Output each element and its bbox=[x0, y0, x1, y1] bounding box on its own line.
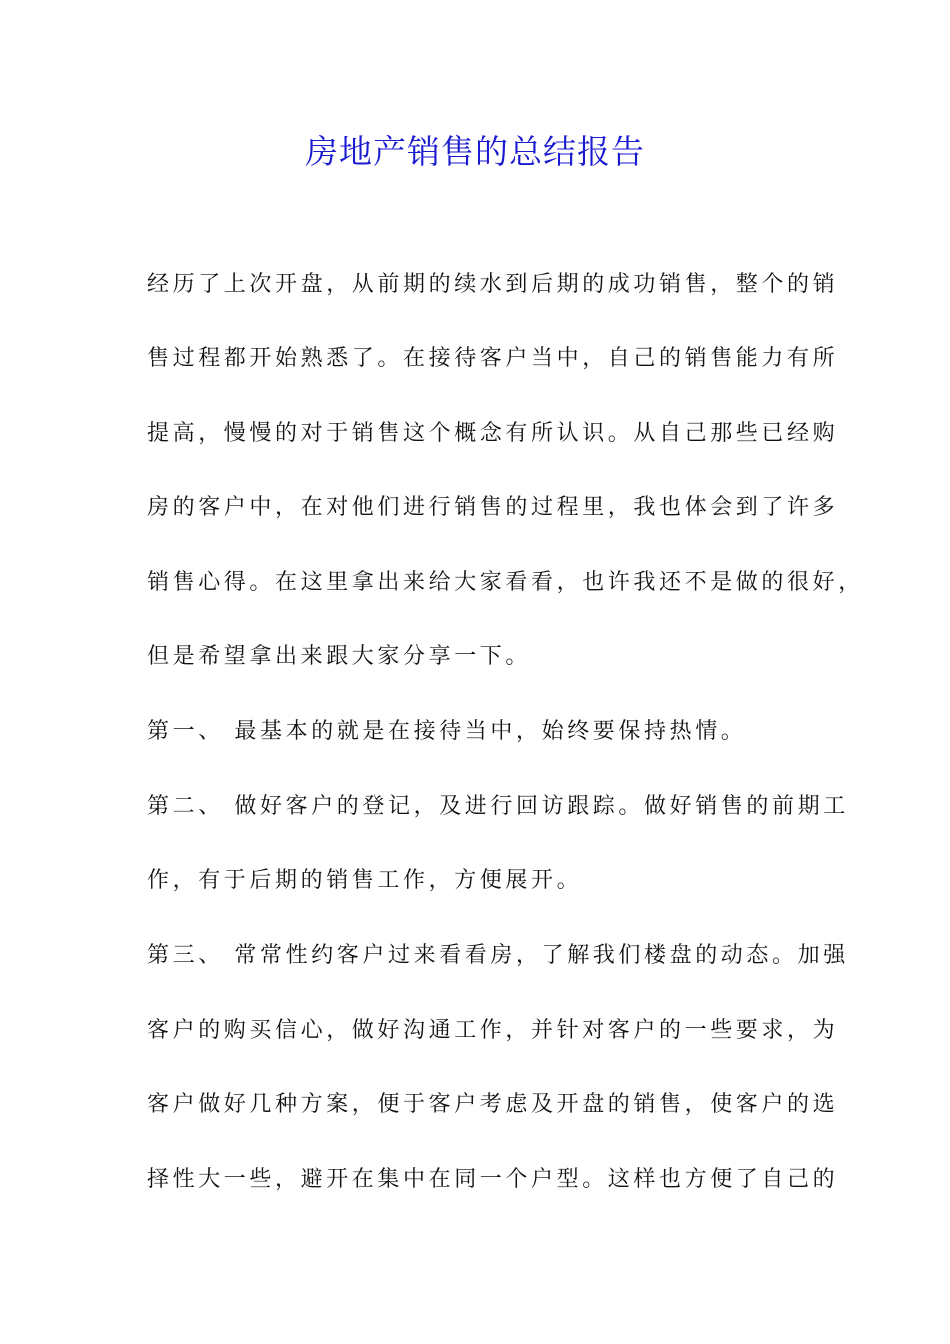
body-line-6: 但是希望拿出来跟大家分享一下。 bbox=[147, 644, 532, 669]
item-third-line-4: 择性大一些，避开在集中在同一个户型。这样也方便了自己的 bbox=[147, 1167, 839, 1192]
body-line-1: 经历了上次开盘，从前期的续水到后期的成功销售，整个的销 bbox=[147, 272, 839, 297]
document-title: 房地产销售的总结报告 bbox=[305, 132, 645, 171]
item-first-line-1: 第一、 最基本的就是在接待当中，始终要保持热情。 bbox=[147, 719, 747, 744]
item-third-line-1: 第三、 常常性约客户过来看看房，了解我们楼盘的动态。加强 bbox=[147, 943, 849, 968]
body-line-2: 售过程都开始熟悉了。在接待客户当中，自己的销售能力有所 bbox=[147, 346, 839, 371]
item-third-line-3: 客户做好几种方案，便于客户考虑及开盘的销售，使客户的选 bbox=[147, 1092, 839, 1117]
body-line-4: 房的客户中，在对他们进行销售的过程里，我也体会到了许多 bbox=[147, 495, 839, 520]
item-second-line-2: 作，有于后期的销售工作，方便展开。 bbox=[147, 868, 583, 893]
body-line-3: 提高，慢慢的对于销售这个概念有所认识。从自己那些已经购 bbox=[147, 421, 839, 446]
body-line-5: 销售心得。在这里拿出来给大家看看，也许我还不是做的很好， bbox=[147, 570, 864, 595]
item-second-line-1: 第二、 做好客户的登记，及进行回访跟踪。做好销售的前期工 bbox=[147, 794, 849, 819]
item-third-line-2: 客户的购买信心，做好沟通工作，并针对客户的一些要求，为 bbox=[147, 1018, 839, 1043]
